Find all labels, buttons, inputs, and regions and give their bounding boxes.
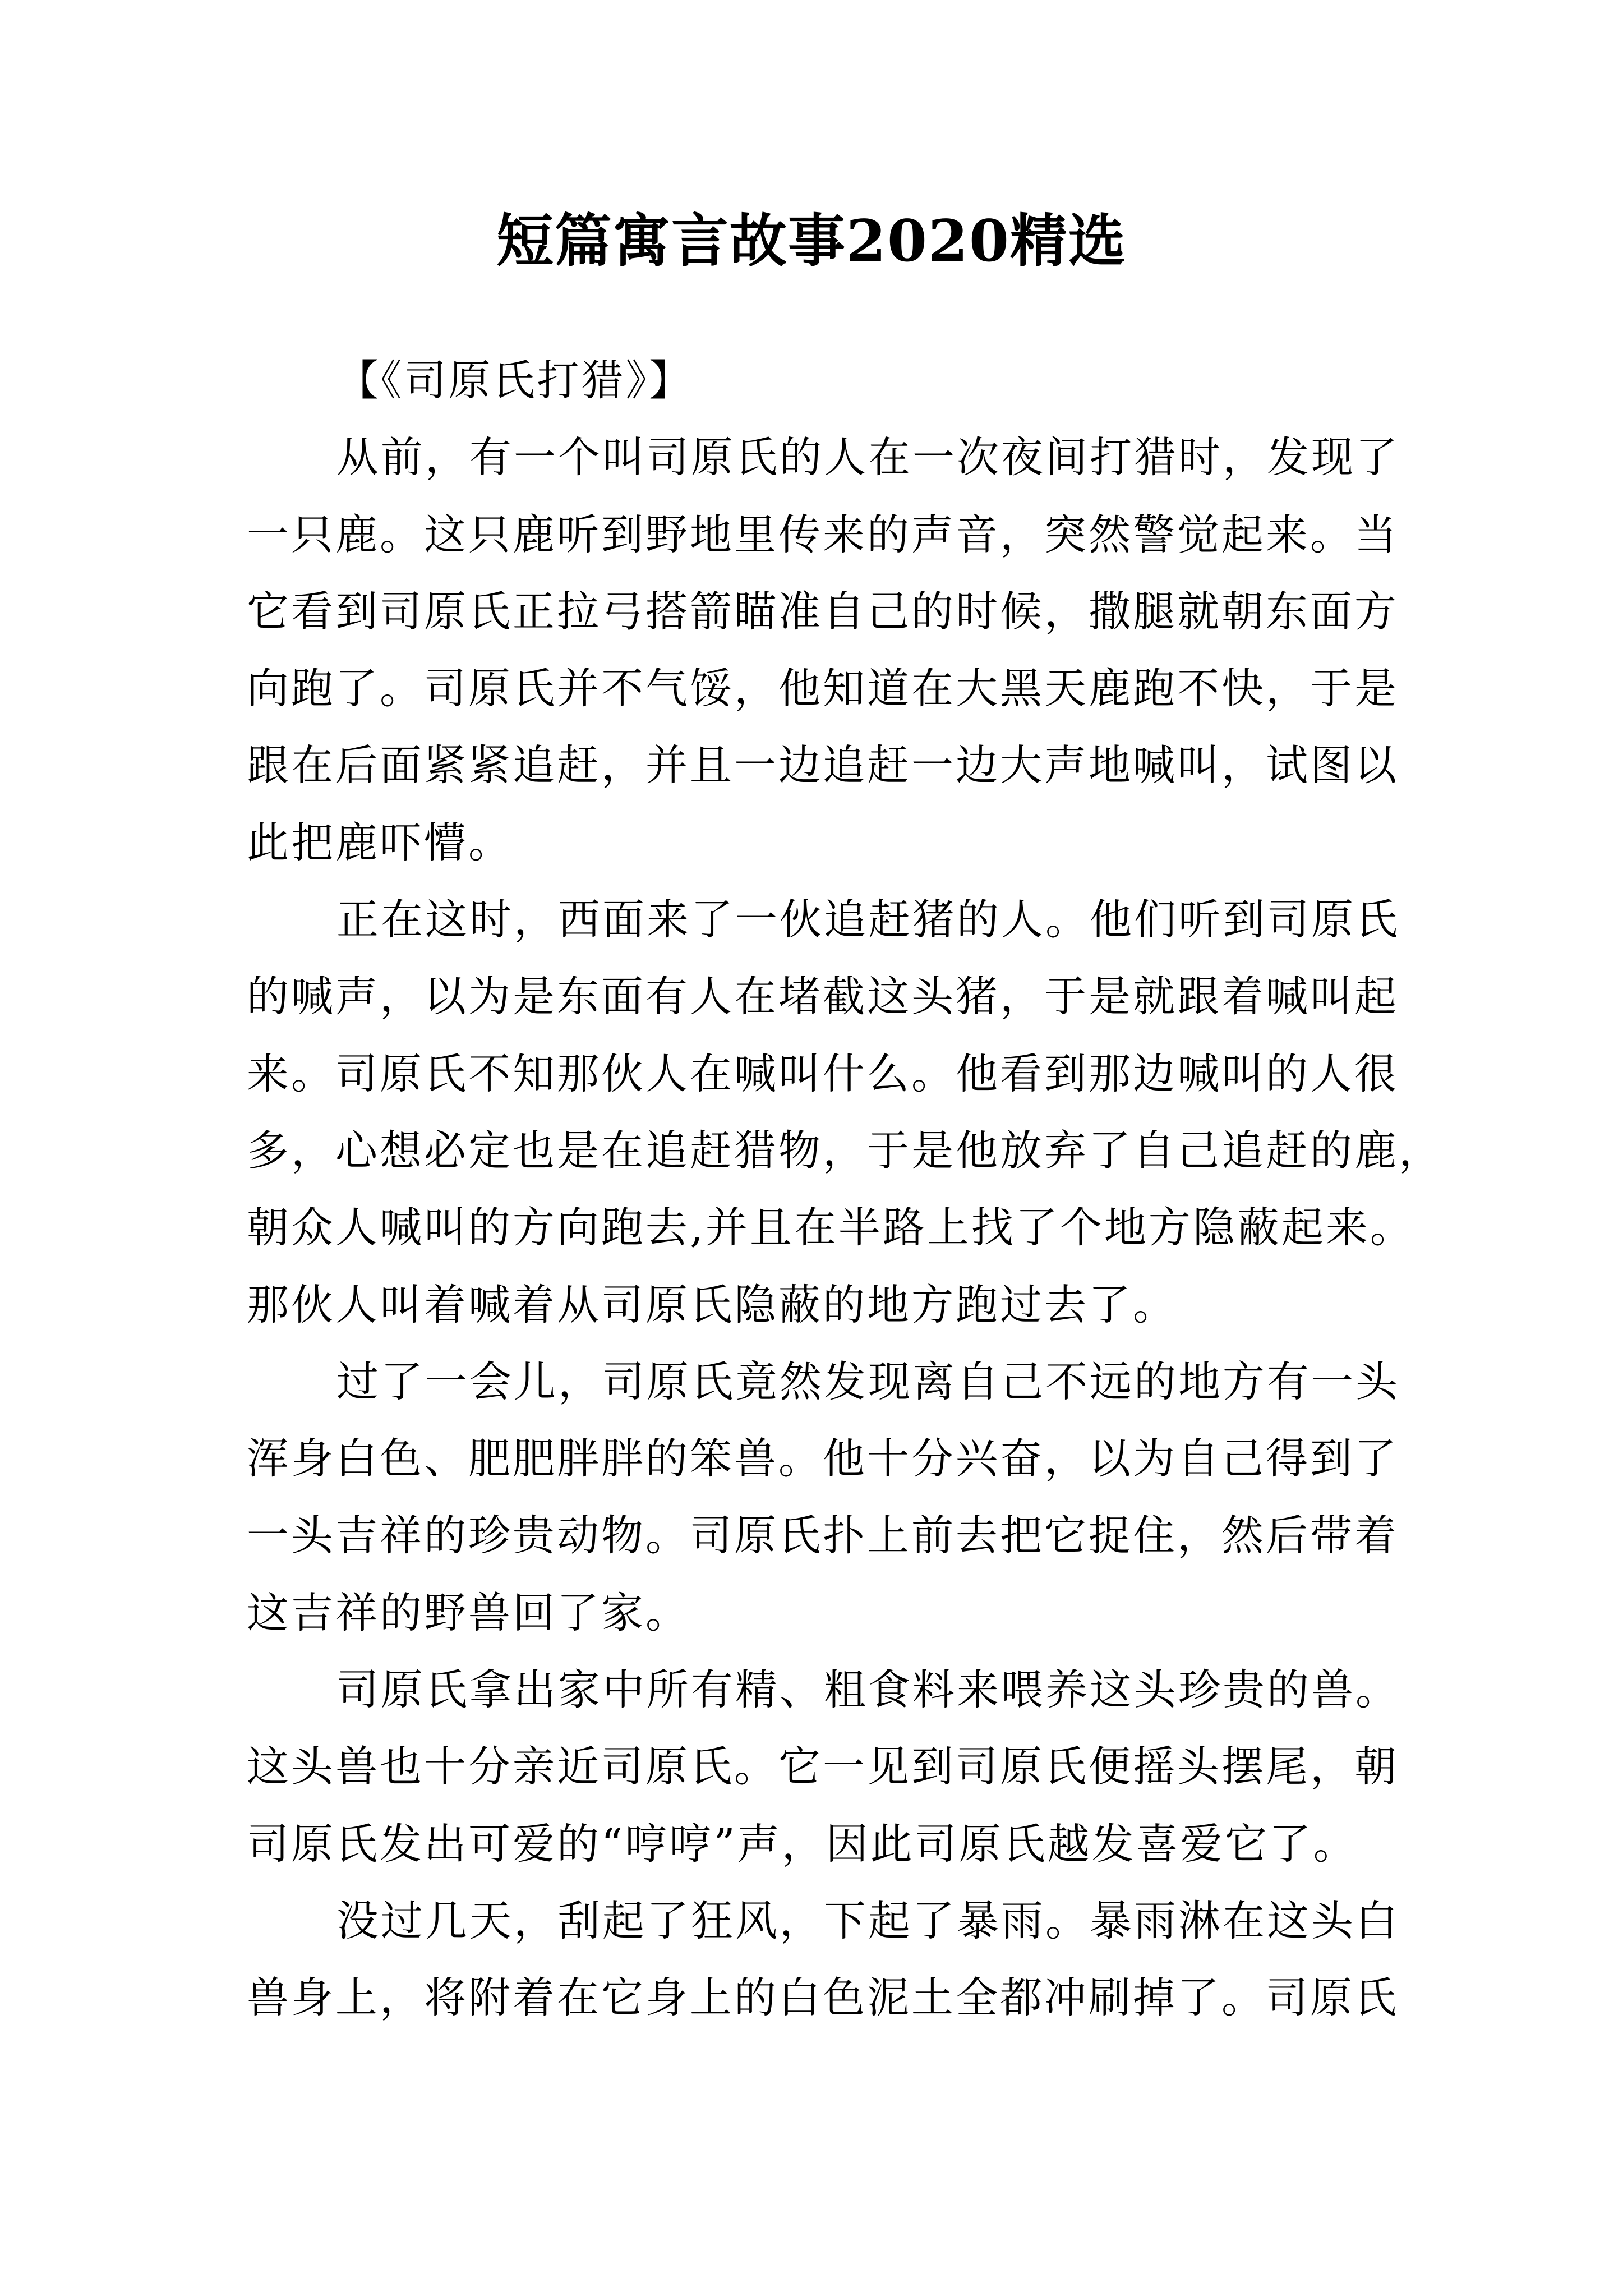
text-line: 一头吉祥的珍贵动物。司原氏扑上前去把它捉住，然后带着 bbox=[247, 1511, 1399, 1561]
text-line: 它看到司原氏正拉弓搭箭瞄准自己的时候，撒腿就朝东面方 bbox=[247, 586, 1399, 636]
text-line: 跟在后面紧紧追赶，并且一边追赶一边大声地喊叫，试图以 bbox=[247, 740, 1399, 790]
text-line: 的喊声，以为是东面有人在堵截这头猪，于是就跟着喊叫起 bbox=[247, 972, 1399, 1022]
text-line: 此把鹿吓懵。 bbox=[247, 817, 513, 867]
text-line: 这吉祥的野兽回了家。 bbox=[247, 1588, 690, 1637]
text-line: 朝众人喊叫的方向跑去,并且在半路上找了个地方隐蔽起来。 bbox=[247, 1203, 1414, 1253]
text-line: 过了一会儿，司原氏竟然发现离自己不远的地方有一头 bbox=[336, 1356, 1400, 1406]
text-line: 这头兽也十分亲近司原氏。它一见到司原氏便摇头摆尾，朝 bbox=[247, 1742, 1399, 1792]
text-line: 那伙人叫着喊着从司原氏隐蔽的地方跑过去了。 bbox=[247, 1280, 1178, 1329]
text-line: 正在这时，西面来了一伙追赶猪的人。他们听到司原氏 bbox=[336, 895, 1400, 945]
document-title: 短篇寓言故事2020精选 bbox=[496, 208, 1127, 275]
text-line: 司原氏拿出家中所有精、粗食料来喂养这头珍贵的兽。 bbox=[336, 1665, 1400, 1715]
document-body bbox=[247, 342, 1444, 2037]
text-line: 来。司原氏不知那伙人在喊叫什么。他看到那边喊叫的人很 bbox=[247, 1048, 1399, 1098]
text-line: 从前，有一个叫司原氏的人在一次夜间打猎时，发现了 bbox=[336, 432, 1400, 482]
text-line: 多，心想必定也是在追赶猎物，于是他放弃了自己追赶的鹿， bbox=[247, 1125, 1444, 1175]
text-line: 一只鹿。这只鹿听到野地里传来的声音，突然警觉起来。当 bbox=[247, 509, 1399, 559]
text-line: 没过几天，刮起了狂风，下起了暴雨。暴雨淋在这头白 bbox=[336, 1895, 1400, 1945]
text-line: 兽身上，将附着在它身上的白色泥土全都冲刷掉了。司原氏 bbox=[247, 1973, 1399, 2023]
text-line: 【《司原氏打猎》】 bbox=[336, 356, 694, 405]
text-line: 浑身白色、肥肥胖胖的笨兽。他十分兴奋，以为自己得到了 bbox=[247, 1434, 1399, 1484]
text-line: 司原氏发出可爱的“哼哼”声，因此司原氏越发喜爱它了。 bbox=[247, 1819, 1358, 1869]
text-line: 向跑了。司原氏并不气馁，他知道在大黑天鹿跑不快，于是 bbox=[247, 664, 1399, 714]
